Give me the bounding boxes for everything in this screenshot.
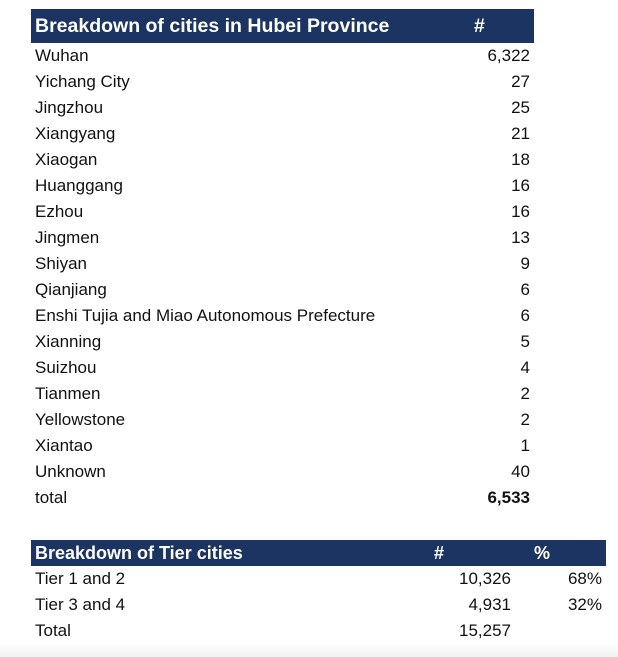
city-name: Shiyan [35,254,87,273]
city-name: Ezhou [35,202,84,221]
city-count: 9 [520,254,530,273]
city-count: 6 [520,306,530,325]
city-name: Xiantao [35,436,93,455]
table-row [31,121,534,147]
total-label: total [35,488,68,507]
table-row [31,225,534,251]
table-row [31,407,534,433]
tier-count: 15,257 [459,621,511,640]
city-name: Yellowstone [35,410,126,429]
total-value: 6,533 [487,488,530,507]
city-count: 27 [511,72,530,91]
city-name: Wuhan [35,46,89,65]
city-name: Enshi Tujia and Miao Autonomous Prefecture [35,306,376,325]
tier-cities-table [31,540,606,644]
city-name: Jingmen [35,228,100,247]
tier-count: 4,931 [468,595,511,614]
tier-label: Tier 1 and 2 [35,569,126,588]
city-name: Unknown [35,462,106,481]
city-count: 25 [511,98,530,117]
city-name: Xiangyang [35,124,116,143]
table-row [31,251,534,277]
table-row [31,277,534,303]
table-row [31,199,534,225]
table-row [31,566,606,592]
table-row [31,173,534,199]
city-name: Xiaogan [35,150,98,169]
table-row [31,303,534,329]
tier-count: 10,326 [459,569,511,588]
city-name: Tianmen [35,384,101,403]
tier-header-num: # [434,542,445,563]
city-count: 16 [511,176,530,195]
city-count: 6,322 [487,46,530,65]
table-row [31,69,534,95]
table-row [31,459,534,485]
city-count: 6 [520,280,530,299]
tier-table-header [31,540,606,566]
city-count: 21 [511,124,530,143]
city-name: Huanggang [35,176,123,195]
city-count: 4 [520,358,530,377]
tier-header-pct: % [534,542,551,563]
table-row [31,43,534,69]
hubei-header-num: # [474,14,485,37]
total-row [31,485,534,511]
city-count: 40 [511,462,530,481]
hubei-table-body [31,43,534,511]
tier-label: Total [35,621,71,640]
city-name: Yichang City [35,72,130,91]
table-row [31,618,606,644]
table-row [31,433,534,459]
page-bottom-band [0,643,618,657]
table-row [31,329,534,355]
hubei-cities-table [31,9,534,511]
city-count: 13 [511,228,530,247]
city-name: Xianning [35,332,102,351]
city-name: Qianjiang [35,280,107,299]
city-count: 1 [520,436,530,455]
table-row [31,355,534,381]
table-row [31,381,534,407]
tier-pct: 32% [567,595,602,614]
city-count: 18 [511,150,530,169]
city-name: Suizhou [35,358,97,377]
tier-header-label: Breakdown of Tier cities [35,542,243,563]
tier-table-body [31,566,606,644]
table-row [31,592,606,618]
city-count: 2 [520,410,530,429]
city-name: Jingzhou [35,98,104,117]
city-count: 2 [520,384,530,403]
hubei-header-label: Breakdown of cities in Hubei Province [35,14,390,37]
hubei-table-header [31,9,534,43]
city-count: 5 [520,332,530,351]
tier-pct: 68% [567,569,602,588]
tier-label: Tier 3 and 4 [35,595,126,614]
city-count: 16 [511,202,530,221]
table-row [31,147,534,173]
table-row [31,95,534,121]
